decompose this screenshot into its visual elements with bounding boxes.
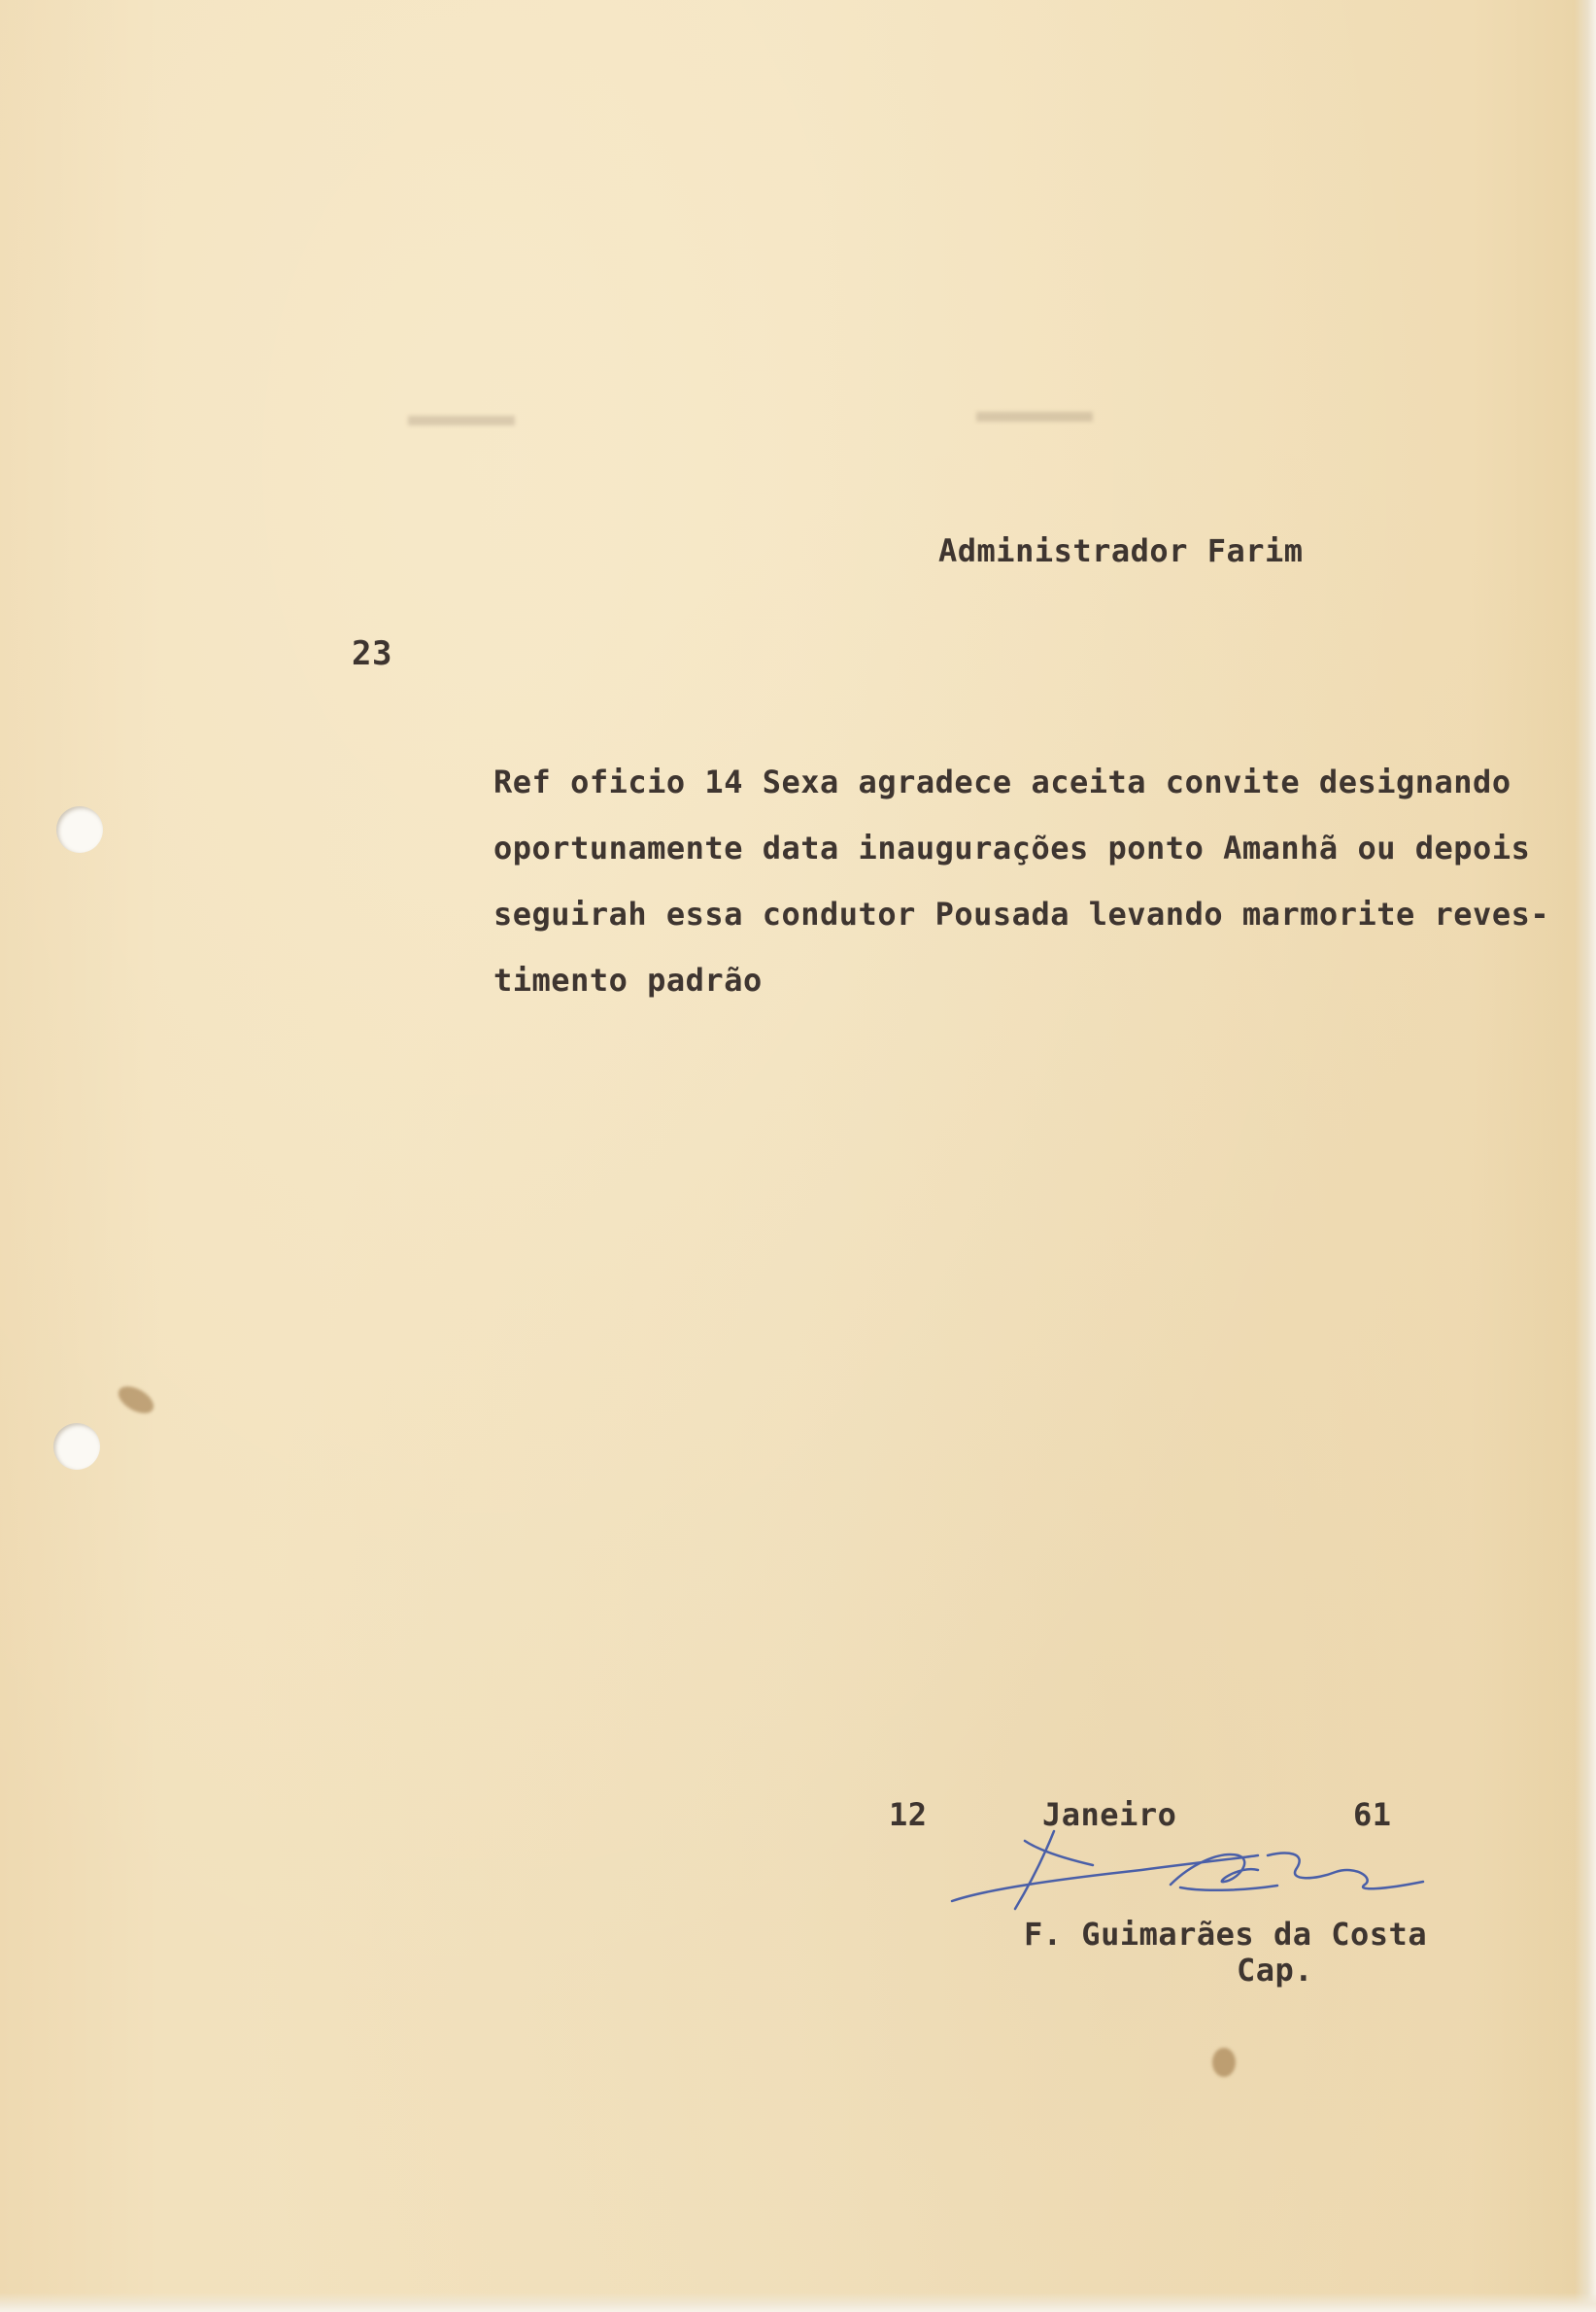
date-year: 61 (1353, 1796, 1392, 1833)
rust-stain (114, 1380, 158, 1418)
rust-stain (1212, 2048, 1236, 2077)
ink-smudge (408, 416, 515, 425)
punch-hole (53, 1423, 100, 1470)
message-body (493, 763, 1549, 1027)
body-line: seguirah essa condutor Pousada levando marmorite reves- (493, 896, 1550, 933)
paper-edge-bottom (0, 2293, 1596, 2312)
body-line: oportunamente data inaugurações ponto Amanhã ou depois (493, 830, 1531, 867)
date-month: Janeiro (1042, 1796, 1177, 1833)
body-line: Ref oficio 14 Sexa agradece aceita convite designando (493, 764, 1511, 800)
punch-hole (56, 806, 103, 853)
date-day: 12 (889, 1796, 928, 1833)
recipient-line: Administrador Farim (938, 532, 1304, 569)
signer-rank: Cap. (1237, 1952, 1314, 1989)
paper-edge-right (1575, 0, 1596, 2312)
body-line: timento padrão (493, 962, 763, 999)
signer-name: F. Guimarães da Costa (1024, 1916, 1428, 1953)
handwritten-signature (947, 1812, 1433, 1919)
ink-smudge (976, 412, 1093, 422)
reference-number: 23 (352, 634, 392, 673)
